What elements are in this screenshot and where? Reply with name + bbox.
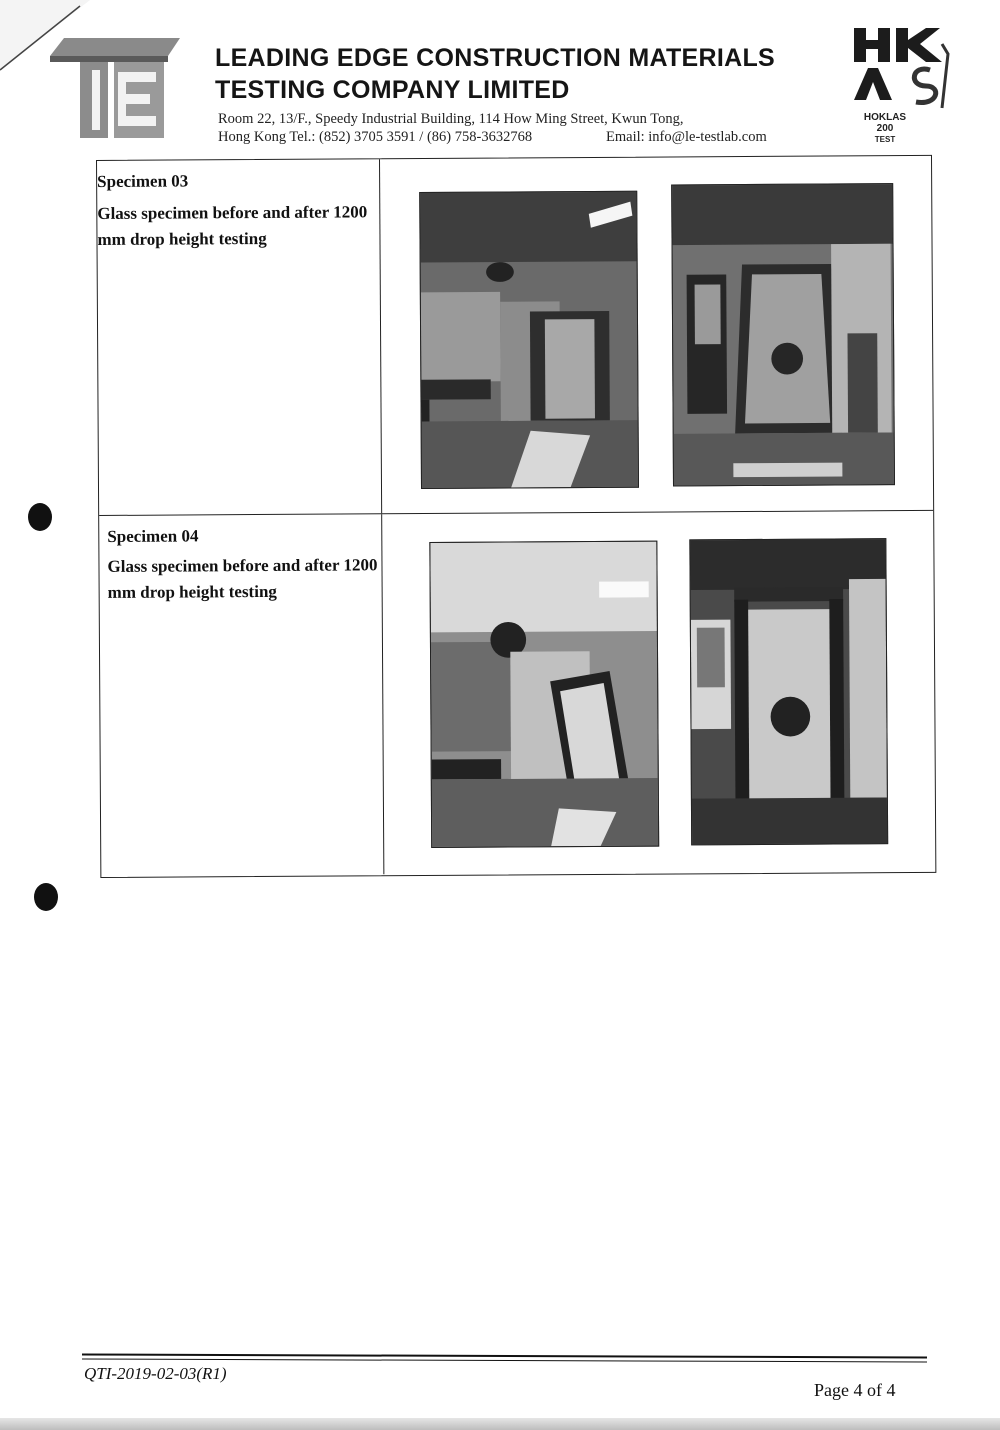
specimen-table: [96, 155, 936, 878]
address-line1: Room 22, 13/F., Speedy Industrial Building, 114 How Ming Street, Kwun Tong,: [218, 111, 684, 127]
specimen-title: Specimen 04: [107, 526, 199, 546]
hoklas-number: HOKLAS 200: [863, 112, 907, 134]
scan-bottom-edge: [0, 1418, 1000, 1430]
hoklas-test-label: TEST: [874, 135, 896, 144]
before-test-photo: [429, 541, 659, 848]
punch-hole: [34, 883, 58, 911]
document-reference: QTI-2019-02-03(R1): [84, 1364, 227, 1383]
specimen-description: Glass specimen before and after 1200 mm drop height testing: [107, 555, 378, 602]
company-logo: [50, 30, 180, 138]
page-number: Page 4 of 4: [814, 1380, 896, 1400]
address-line2: Hong Kong Tel.: (852) 3705 3591 / (86) 758-3632768: [218, 129, 533, 145]
hkas-accreditation-mark: [850, 24, 950, 144]
footer-divider: [82, 1353, 927, 1363]
punch-hole: [28, 503, 52, 531]
company-address: [218, 110, 818, 146]
company-email: Email: info@le-testlab.com: [606, 129, 767, 145]
after-test-photo: [671, 183, 895, 486]
company-name-line1: LEADING EDGE CONSTRUCTION MATERIALS: [215, 44, 776, 72]
specimen-row: [97, 156, 933, 516]
specimen-description: Glass specimen before and after 1200 mm drop height testing: [97, 202, 368, 249]
specimen-info-cell: [97, 159, 382, 515]
before-test-photo: [419, 191, 639, 489]
specimen-title: Specimen 03: [97, 171, 189, 191]
specimen-info-cell: [99, 514, 384, 876]
hoklas-label: [855, 112, 915, 145]
after-test-photo: [689, 538, 888, 845]
company-name: [215, 42, 785, 106]
specimen-row: [99, 511, 935, 876]
company-name-line2: TESTING COMPANY LIMITED: [215, 76, 570, 104]
